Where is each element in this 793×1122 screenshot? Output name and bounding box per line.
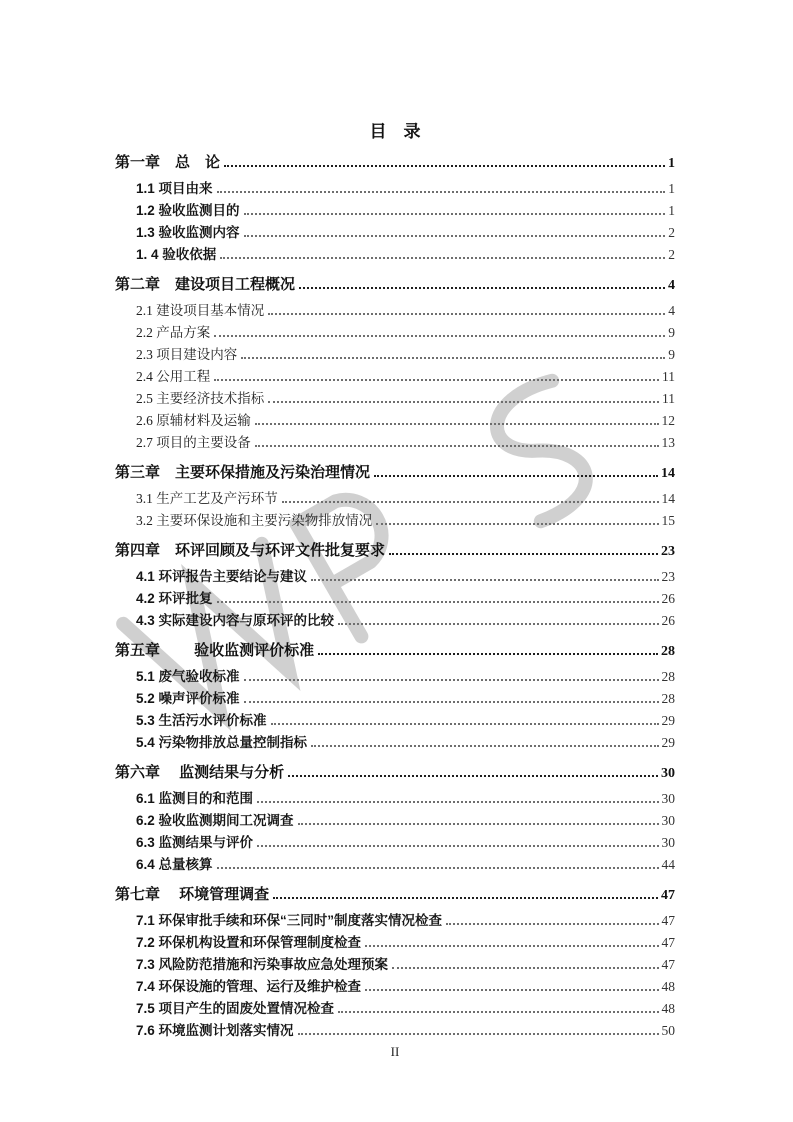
toc-entry[interactable] — [115, 952, 675, 974]
toc-entry-label: 6.4 总量核算 — [136, 857, 213, 872]
toc-entry-page: 30 — [661, 835, 675, 850]
toc-entry[interactable] — [115, 342, 675, 364]
toc-entry-chapter-4[interactable] — [115, 530, 675, 564]
toc-entry-page: 44 — [661, 857, 675, 872]
toc-entry[interactable] — [115, 708, 675, 730]
dotted-leader — [389, 553, 658, 555]
toc-entry[interactable] — [115, 242, 675, 264]
toc-entry-page: 1 — [668, 181, 675, 196]
toc-entry[interactable] — [115, 908, 675, 930]
toc-entry-label: 第七章 环境管理调查 — [115, 886, 270, 903]
toc-entry-label: 2.7 项目的主要设备 — [136, 435, 251, 450]
toc-entry-page: 14 — [661, 466, 675, 481]
toc-entry-label: 7.3 风险防范措施和污染事故应急处理预案 — [136, 957, 389, 972]
toc-entry[interactable] — [115, 808, 675, 830]
toc-entry-label: 6.2 验收监测期间工况调查 — [136, 813, 294, 828]
toc-entry-page: 1 — [668, 203, 675, 218]
toc-entry[interactable] — [115, 298, 675, 320]
dotted-leader — [255, 423, 659, 425]
dotted-leader — [374, 475, 658, 477]
dotted-leader — [241, 357, 665, 359]
dotted-leader — [244, 213, 666, 215]
dotted-leader — [268, 313, 665, 315]
toc-entry[interactable] — [115, 508, 675, 530]
toc-entry-page: 26 — [661, 591, 675, 606]
dotted-leader — [217, 191, 666, 193]
toc-entry[interactable] — [115, 830, 675, 852]
toc-entry-label: 4.1 环评报告主要结论与建议 — [136, 569, 308, 584]
dotted-leader — [446, 923, 658, 925]
toc-entry-label: 第一章 总 论 — [115, 154, 221, 171]
toc-entry-label: 1.2 验收监测目的 — [136, 203, 240, 218]
toc-entry[interactable] — [115, 730, 675, 752]
dotted-leader — [311, 745, 658, 747]
toc-entry-chapter-2[interactable] — [115, 264, 675, 298]
toc-entry-chapter-5[interactable] — [115, 630, 675, 664]
toc-entry-label: 第六章 监测结果与分析 — [115, 764, 285, 781]
dotted-leader — [255, 445, 659, 447]
dotted-leader — [217, 867, 659, 869]
dotted-leader — [257, 801, 658, 803]
dotted-leader — [298, 1033, 659, 1035]
toc-entry-chapter-7[interactable] — [115, 874, 675, 908]
toc-entry-label: 第四章 环评回顾及与环评文件批复要求 — [115, 542, 386, 559]
toc-entry-page: 9 — [668, 347, 675, 362]
toc-content — [115, 122, 675, 1040]
toc-entry-label: 4.3 实际建设内容与原环评的比较 — [136, 613, 335, 628]
toc-entry[interactable] — [115, 486, 675, 508]
dotted-leader — [311, 579, 658, 581]
dotted-leader — [338, 623, 658, 625]
dotted-leader — [365, 989, 658, 991]
toc-entry-page: 28 — [661, 691, 675, 706]
dotted-leader — [271, 723, 659, 725]
toc-entry-label: 2.6 原辅材料及运输 — [136, 413, 251, 428]
toc-entry[interactable] — [115, 430, 675, 452]
toc-entry[interactable] — [115, 996, 675, 1018]
page-title: 目 录 — [369, 122, 421, 141]
toc-entry-page: 47 — [661, 913, 675, 928]
toc-entry-label: 7.6 环境监测计划落实情况 — [136, 1023, 294, 1038]
toc-entry-label: 5.4 污染物排放总量控制指标 — [136, 735, 308, 750]
dotted-leader — [244, 679, 659, 681]
toc-entry-page: 14 — [661, 491, 675, 506]
toc-entry-page: 50 — [661, 1023, 675, 1038]
toc-entry[interactable] — [115, 930, 675, 952]
dotted-leader — [299, 287, 665, 289]
toc-entry-page: 1 — [668, 156, 675, 171]
dotted-leader — [217, 601, 659, 603]
toc-entry[interactable] — [115, 974, 675, 996]
toc-entry-page: 2 — [668, 225, 675, 240]
dotted-leader — [288, 775, 658, 777]
toc-entry-page: 9 — [668, 325, 675, 340]
toc-entry[interactable] — [115, 664, 675, 686]
toc-entry-label: 3.2 主要环保设施和主要污染物排放情况 — [136, 513, 373, 528]
toc-entry-page: 30 — [661, 813, 675, 828]
toc-entry-label: 第二章 建设项目工程概况 — [115, 276, 296, 293]
toc-entry-page: 4 — [668, 303, 675, 318]
toc-entry-page: 29 — [661, 735, 675, 750]
toc-entry-label: 6.1 监测目的和范围 — [136, 791, 254, 806]
toc-entry-label: 6.3 监测结果与评价 — [136, 835, 254, 850]
dotted-leader — [273, 897, 658, 899]
toc-entry-label: 7.2 环保机构设置和环保管理制度检查 — [136, 935, 362, 950]
page-number-footer: II — [390, 1044, 400, 1059]
toc-entry-page: 23 — [661, 569, 675, 584]
toc-entry-page: 12 — [661, 413, 675, 428]
toc-entry-page: 23 — [661, 544, 675, 559]
toc-entry-page: 4 — [668, 278, 675, 293]
dotted-leader — [214, 379, 659, 381]
toc-entry[interactable] — [115, 1018, 675, 1040]
toc-entry-label: 7.4 环保设施的管理、运行及维护检查 — [136, 979, 362, 994]
toc-entry-page: 11 — [662, 369, 675, 384]
dotted-leader — [318, 653, 658, 655]
toc-entry-page: 47 — [661, 957, 675, 972]
toc-entry-label: 2.5 主要经济技术指标 — [136, 391, 265, 406]
dotted-leader — [244, 235, 666, 237]
toc-entry-label: 7.5 项目产生的固废处置情况检查 — [136, 1001, 335, 1016]
toc-entry[interactable] — [115, 386, 675, 408]
toc-entry-label: 5.2 噪声评价标准 — [136, 691, 240, 706]
toc-entry-label: 第五章 验收监测评价标准 — [115, 642, 315, 659]
toc-entry-page: 30 — [661, 791, 675, 806]
dotted-leader — [224, 165, 665, 167]
toc-entry[interactable] — [115, 176, 675, 198]
toc-entry-page: 47 — [661, 888, 675, 903]
toc-entry-page: 26 — [661, 613, 675, 628]
dotted-leader — [244, 701, 659, 703]
toc-entry-label: 2.4 公用工程 — [136, 369, 211, 384]
toc-entry-page: 13 — [661, 435, 675, 450]
toc-entry[interactable] — [115, 320, 675, 342]
toc-entry[interactable] — [115, 852, 675, 874]
toc-entry[interactable] — [115, 786, 675, 808]
dotted-leader — [257, 845, 658, 847]
toc-entry[interactable] — [115, 198, 675, 220]
toc-entry-label: 2.2 产品方案 — [136, 325, 211, 340]
toc-entry[interactable] — [115, 408, 675, 430]
toc-entry-label: 5.1 废气验收标准 — [136, 669, 240, 684]
toc-entry[interactable] — [115, 686, 675, 708]
toc-entry-page: 29 — [661, 713, 675, 728]
dotted-leader — [338, 1011, 658, 1013]
toc-entry[interactable] — [115, 220, 675, 242]
toc-entry-chapter-6[interactable] — [115, 752, 675, 786]
toc-entry-page: 48 — [661, 1001, 675, 1016]
toc-entry-label: 1.1 项目由来 — [136, 181, 213, 196]
dotted-leader — [282, 501, 659, 503]
toc-entry-label: 2.1 建设项目基本情况 — [136, 303, 265, 318]
toc-entry-label: 5.3 生活污水评价标准 — [136, 713, 267, 728]
dotted-leader — [214, 335, 665, 337]
dotted-leader — [298, 823, 659, 825]
toc-entry-page: 11 — [662, 391, 675, 406]
dotted-leader — [268, 401, 659, 403]
toc-entry-page: 28 — [661, 644, 675, 659]
toc-entry-page: 2 — [668, 247, 675, 262]
toc-entry-page: 30 — [661, 766, 675, 781]
toc-entry-page: 47 — [661, 935, 675, 950]
toc-entry-label: 第三章 主要环保措施及污染治理情况 — [115, 464, 371, 481]
toc-entry[interactable] — [115, 564, 675, 586]
toc-entry-page: 28 — [661, 669, 675, 684]
toc-entry[interactable] — [115, 608, 675, 630]
toc-entry-chapter-3[interactable] — [115, 452, 675, 486]
toc-entry-label: 3.1 生产工艺及产污环节 — [136, 491, 278, 506]
dotted-leader — [392, 967, 658, 969]
dotted-leader — [220, 257, 665, 259]
toc-entry-label: 1.3 验收监测内容 — [136, 225, 240, 240]
toc-entry-page: 48 — [661, 979, 675, 994]
toc-entry-label: 2.3 项目建设内容 — [136, 347, 238, 362]
dotted-leader — [365, 945, 658, 947]
toc-entry[interactable] — [115, 586, 675, 608]
toc-entry[interactable] — [115, 364, 675, 386]
toc-entry-chapter-1[interactable] — [115, 142, 675, 176]
toc-entry-label: 7.1 环保审批手续和环保“三同时”制度落实情况检查 — [136, 913, 443, 928]
dotted-leader — [376, 523, 658, 525]
toc-entry-label: 4.2 环评批复 — [136, 591, 213, 606]
toc-entry-page: 15 — [661, 513, 675, 528]
toc-entry-label: 1. 4 验收依据 — [136, 247, 217, 262]
